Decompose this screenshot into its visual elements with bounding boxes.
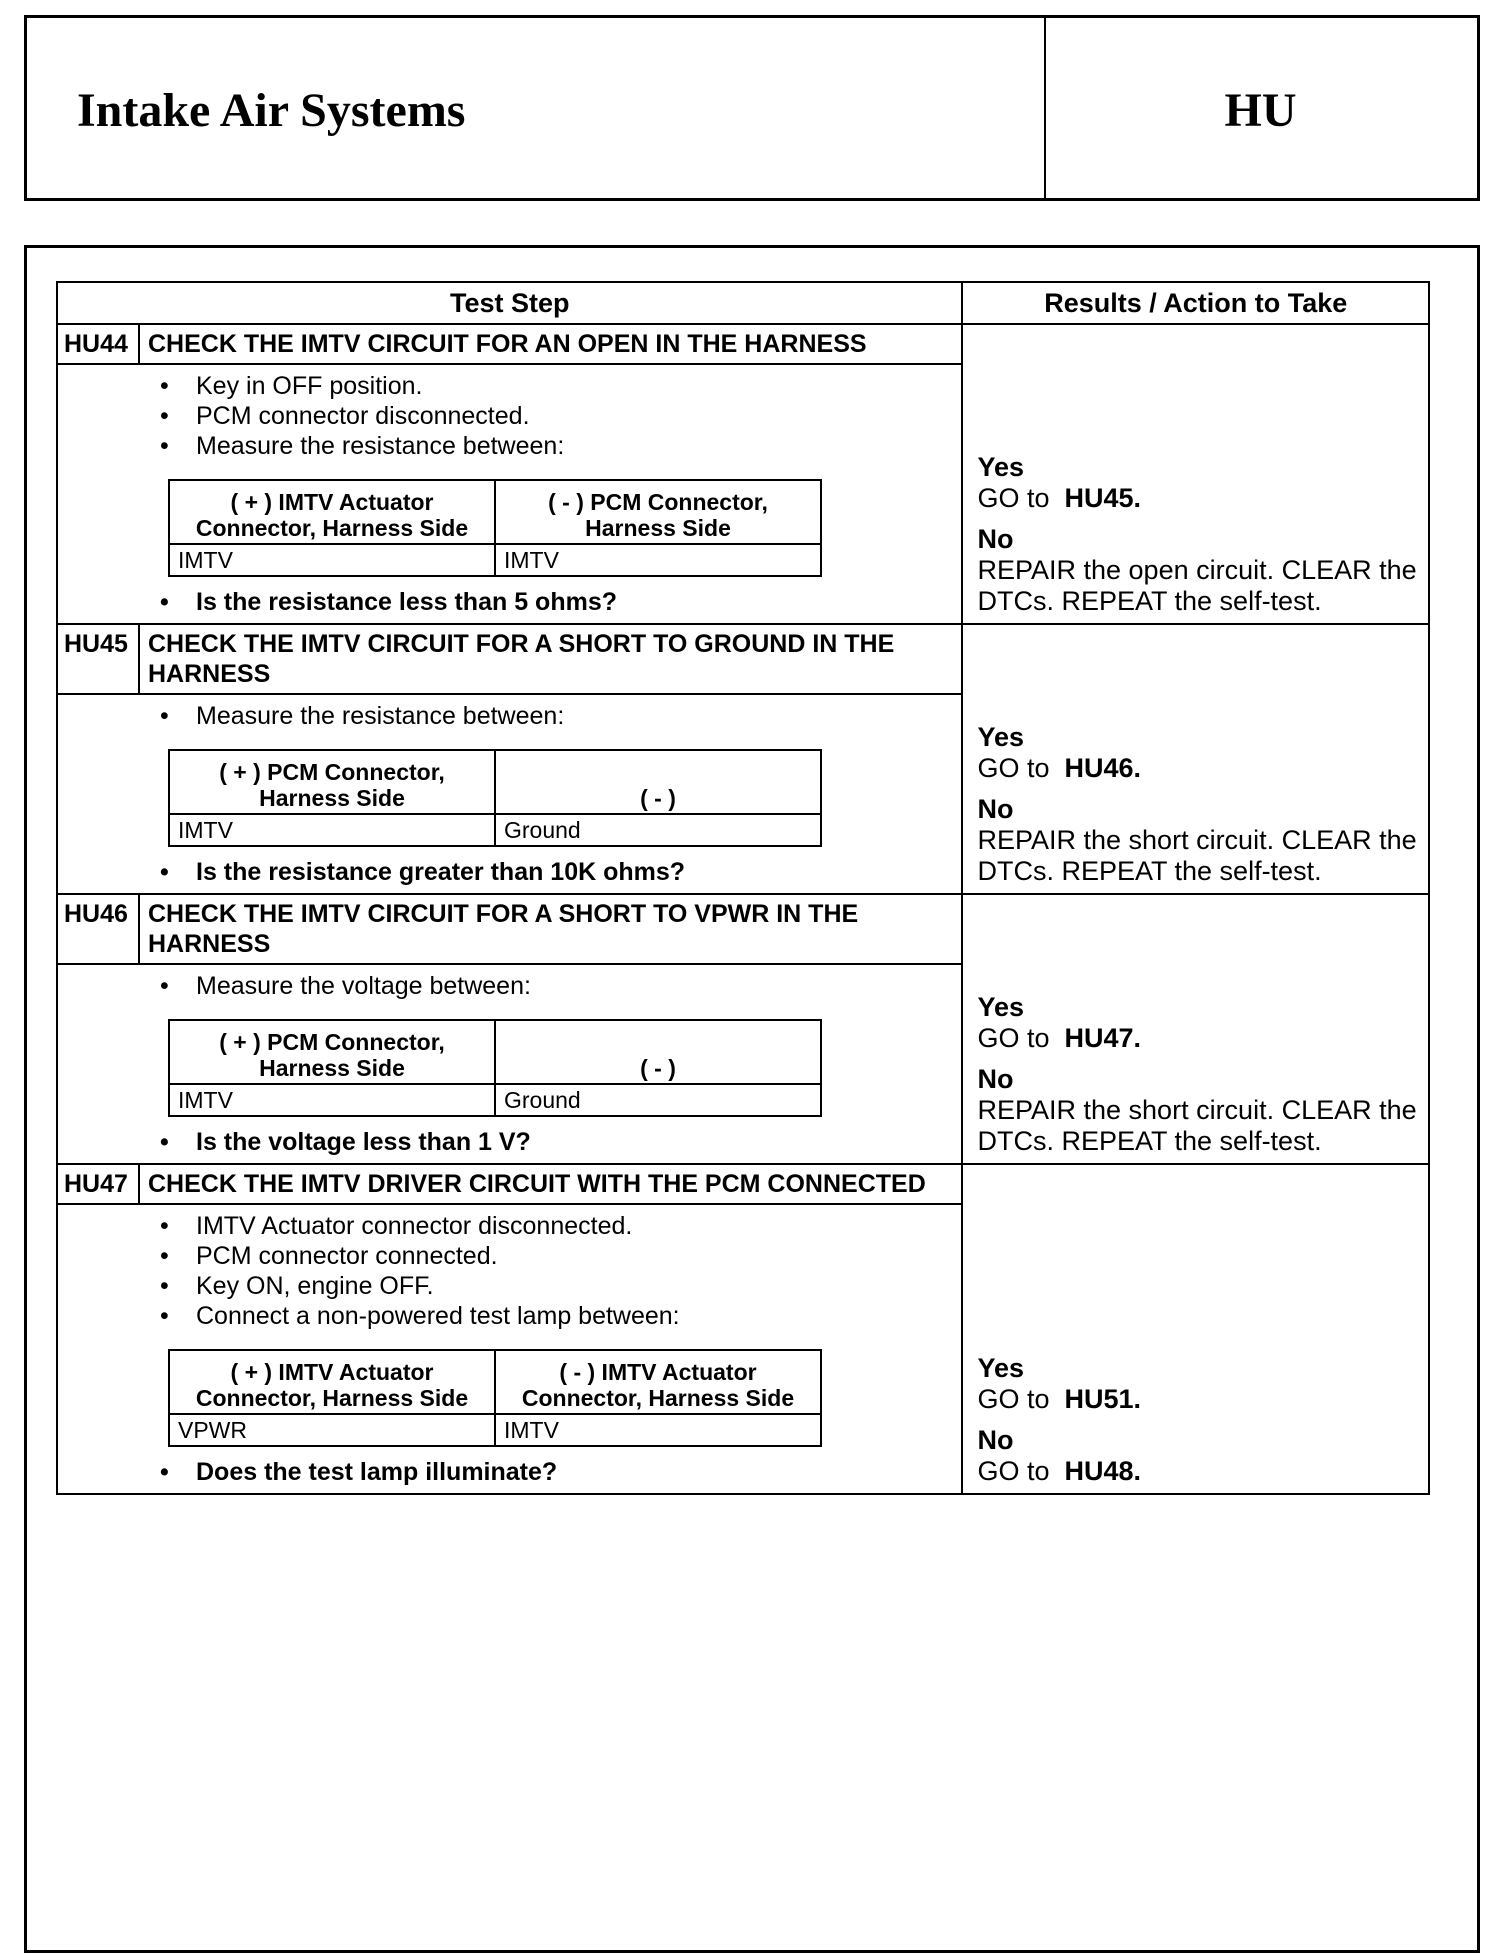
step-instruction: • IMTV Actuator connector disconnected. bbox=[154, 1211, 961, 1241]
step-instruction: • Connect a non-powered test lamp between: bbox=[154, 1301, 961, 1331]
step-title: CHECK THE IMTV DRIVER CIRCUIT WITH THE PCM CONNECTED bbox=[148, 1170, 926, 1198]
step-instruction: • Key in OFF position. bbox=[154, 371, 961, 401]
no-action: GO to bbox=[977, 1456, 1050, 1486]
measurement-value-positive: IMTV bbox=[169, 544, 495, 576]
step-title: CHECK THE IMTV CIRCUIT FOR A SHORT TO GROUND IN THE HARNESS bbox=[148, 630, 895, 688]
yes-action: GO to bbox=[977, 483, 1050, 513]
measurement-header-negative: ( - ) bbox=[495, 1020, 821, 1084]
yes-target: HU45. bbox=[1064, 483, 1142, 513]
step-question: • Is the resistance less than 5 ohms? bbox=[154, 587, 961, 617]
measurement-header-positive: ( + ) IMTV Actuator Connector, Harness Side bbox=[169, 480, 495, 544]
yes-label: Yes bbox=[977, 722, 1025, 752]
step-instruction: • PCM connector disconnected. bbox=[154, 401, 961, 431]
no-target: HU48. bbox=[1064, 1456, 1142, 1486]
step-instruction: • Measure the resistance between: bbox=[154, 431, 961, 461]
header-box bbox=[24, 15, 1480, 201]
page-title: Intake Air Systems bbox=[77, 84, 466, 137]
yes-target: HU47. bbox=[1064, 1023, 1142, 1053]
step-id: HU47 bbox=[58, 1165, 140, 1203]
no-label: No bbox=[977, 794, 1014, 824]
step-instruction: • PCM connector connected. bbox=[154, 1241, 961, 1271]
no-label: No bbox=[977, 524, 1014, 554]
step-id: HU46 bbox=[58, 895, 140, 963]
step-question: • Does the test lamp illuminate? bbox=[154, 1457, 961, 1487]
table-row bbox=[57, 324, 1429, 624]
measurement-table bbox=[168, 1019, 822, 1117]
no-label: No bbox=[977, 1064, 1014, 1094]
step-question: • Is the voltage less than 1 V? bbox=[154, 1127, 961, 1157]
column-header-results: Results / Action to Take bbox=[962, 282, 1429, 324]
measurement-header-positive: ( + ) PCM Connector, Harness Side bbox=[169, 1020, 495, 1084]
step-id: HU44 bbox=[58, 325, 140, 363]
measurement-value-negative: IMTV bbox=[495, 1414, 821, 1446]
measurement-table bbox=[168, 1349, 822, 1447]
measurement-value-positive: IMTV bbox=[169, 814, 495, 846]
yes-action: GO to bbox=[977, 753, 1050, 783]
step-id: HU45 bbox=[58, 625, 140, 693]
measurement-value-negative: Ground bbox=[495, 814, 821, 846]
table-row bbox=[57, 894, 1429, 1164]
yes-target: HU46. bbox=[1064, 753, 1142, 783]
step-instruction: • Measure the voltage between: bbox=[154, 971, 961, 1001]
step-instruction: • Key ON, engine OFF. bbox=[154, 1271, 961, 1301]
section-code: HU bbox=[1224, 84, 1297, 137]
no-action: REPAIR the short circuit. CLEAR the DTCs. REPEAT the self-test. bbox=[977, 825, 1417, 886]
measurement-value-positive: IMTV bbox=[169, 1084, 495, 1116]
yes-target: HU51. bbox=[1064, 1384, 1142, 1414]
measurement-value-negative: IMTV bbox=[495, 544, 821, 576]
no-label: No bbox=[977, 1425, 1014, 1455]
yes-action: GO to bbox=[977, 1384, 1050, 1414]
measurement-table bbox=[168, 479, 822, 577]
table-row bbox=[57, 624, 1429, 894]
yes-label: Yes bbox=[977, 1353, 1025, 1383]
step-title: CHECK THE IMTV CIRCUIT FOR A SHORT TO VPWR IN THE HARNESS bbox=[148, 900, 859, 958]
yes-action: GO to bbox=[977, 1023, 1050, 1053]
test-step-table bbox=[56, 281, 1430, 1495]
measurement-header-negative: ( - ) PCM Connector, Harness Side bbox=[495, 480, 821, 544]
no-action: REPAIR the open circuit. CLEAR the DTCs. REPEAT the self-test. bbox=[977, 555, 1417, 616]
measurement-header-positive: ( + ) PCM Connector, Harness Side bbox=[169, 750, 495, 814]
measurement-value-positive: VPWR bbox=[169, 1414, 495, 1446]
step-question: • Is the resistance greater than 10K ohms? bbox=[154, 857, 961, 887]
measurement-header-negative: ( - ) bbox=[495, 750, 821, 814]
yes-label: Yes bbox=[977, 452, 1025, 482]
table-row bbox=[57, 1164, 1429, 1494]
measurement-header-positive: ( + ) IMTV Actuator Connector, Harness Side bbox=[169, 1350, 495, 1414]
measurement-table bbox=[168, 749, 822, 847]
measurement-value-negative: Ground bbox=[495, 1084, 821, 1116]
measurement-header-negative: ( - ) IMTV Actuator Connector, Harness Side bbox=[495, 1350, 821, 1414]
no-action: REPAIR the short circuit. CLEAR the DTCs. REPEAT the self-test. bbox=[977, 1095, 1417, 1156]
column-header-test-step: Test Step bbox=[57, 282, 962, 324]
result-block bbox=[977, 1353, 1420, 1487]
step-title: CHECK THE IMTV CIRCUIT FOR AN OPEN IN THE HARNESS bbox=[148, 330, 867, 358]
result-block bbox=[977, 452, 1420, 617]
result-block bbox=[977, 722, 1420, 887]
result-block bbox=[977, 992, 1420, 1157]
step-instruction: • Measure the resistance between: bbox=[154, 701, 961, 731]
yes-label: Yes bbox=[977, 992, 1025, 1022]
